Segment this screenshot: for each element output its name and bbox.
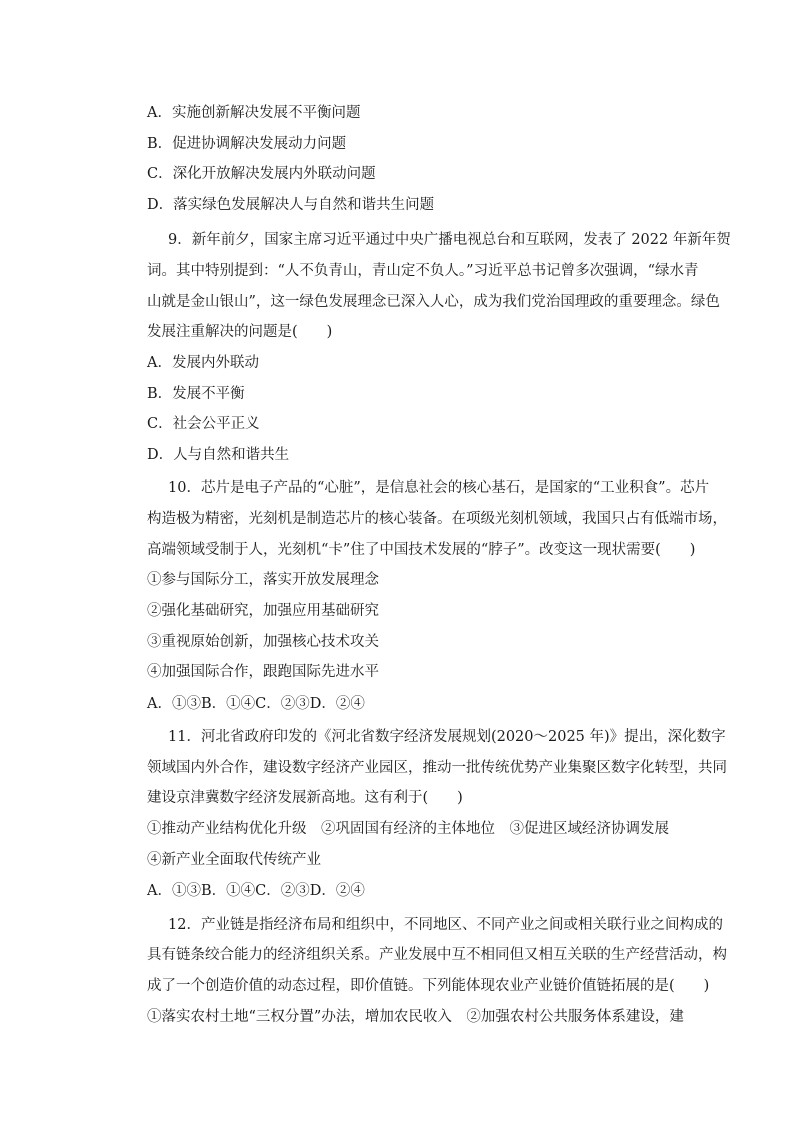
q8-option-d: D．落实绿色发展解决人与自然和谐共生问题 xyxy=(147,197,435,213)
q10-stem-line-2: 构造极为精密，光刻机是制造芯片的核心装备。在项级光刻机领域，我国只占有低端市场， xyxy=(147,511,727,527)
q11-item-row-1: ①推动产业结构优化升级 ②巩固国有经济的主体地位 ③促进区域经济协调发展 xyxy=(147,821,669,837)
q9-option-b: B．发展不平衡 xyxy=(147,386,245,402)
q10-item-3: ③重视原始创新，加强核心技术攻关 xyxy=(147,634,379,650)
q11-stem-line-3: 建设京津冀数字经济发展新高地。这有利于( ) xyxy=(147,790,463,806)
q12-stem-line-3: 成了一个创造价值的动态过程，即价值链。下列能体现农业产业链价值链拓展的是( ) xyxy=(147,978,710,994)
q10-item-1: ①参与国际分工，落实开放发展理念 xyxy=(147,572,379,588)
q8-option-a: A．实施创新解决发展不平衡问题 xyxy=(147,105,361,121)
q11-stem-line-1: 11．河北省政府印发的《河北省数字经济发展规划(2020～2025 年)》提出，深化数字 xyxy=(168,729,726,745)
q11-answer-options: A．①③B．①④C．②③D．②④ xyxy=(147,883,365,899)
q9-option-a: A．发展内外联动 xyxy=(147,355,259,371)
q10-stem-line-3: 高端领域受制于人，光刻机“卡”住了中国技术发展的“脖子”。改变这一现状需要( ) xyxy=(147,542,696,558)
q11-item-row-2: ④新产业全面取代传统产业 xyxy=(147,852,321,868)
q8-option-c: C．深化开放解决发展内外联动问题 xyxy=(147,166,376,182)
q8-option-b: B．促进协调解决发展动力问题 xyxy=(147,136,347,152)
q12-stem-line-2: 具有链条绞合能力的经济组织关系。产业发展中互不相同但又相互关联的生产经营活动，构 xyxy=(147,947,727,963)
q9-stem-line-1: 9．新年前夕，国家主席习近平通过中央广播电视总台和互联网，发表了 2022 年新年贺 xyxy=(168,232,731,248)
q11-stem-line-2: 领域国内外合作，建设数字经济产业园区，推动一批传统优势产业集聚区数字化转型，共同 xyxy=(147,760,727,776)
q9-stem-line-2: 词。其中特别提到：“人不负青山，青山定不负人。”习近平总书记曾多次强调，“绿水青 xyxy=(147,263,699,279)
q9-stem-line-4: 发展注重解决的问题是( ) xyxy=(147,324,333,340)
q12-stem-line-1: 12．产业链是指经济布局和组织中，不同地区、不同产业之间或相关联行业之间构成的 xyxy=(168,917,723,933)
q9-option-c: C．社会公平正义 xyxy=(147,416,260,432)
q9-stem-line-3: 山就是金山银山”，这一绿色发展理念已深入人心，成为我们党治国理政的重要理念。绿色 xyxy=(147,294,720,310)
q10-item-2: ②强化基础研究，加强应用基础研究 xyxy=(147,603,379,619)
q12-item-row-1: ①落实农村土地“三权分置”办法，增加农民收入 ②加强农村公共服务体系建设，建 xyxy=(147,1009,684,1025)
q10-item-4: ④加强国际合作，跟跑国际先进水平 xyxy=(147,664,379,680)
q10-answer-options: A．①③B．①④C．②③D．②④ xyxy=(147,696,365,712)
q9-option-d: D．人与自然和谐共生 xyxy=(147,447,290,463)
q10-stem-line-1: 10．芯片是电子产品的“心脏”，是信息社会的核心基石，是国家的“工业积食”。芯片 xyxy=(168,480,710,496)
